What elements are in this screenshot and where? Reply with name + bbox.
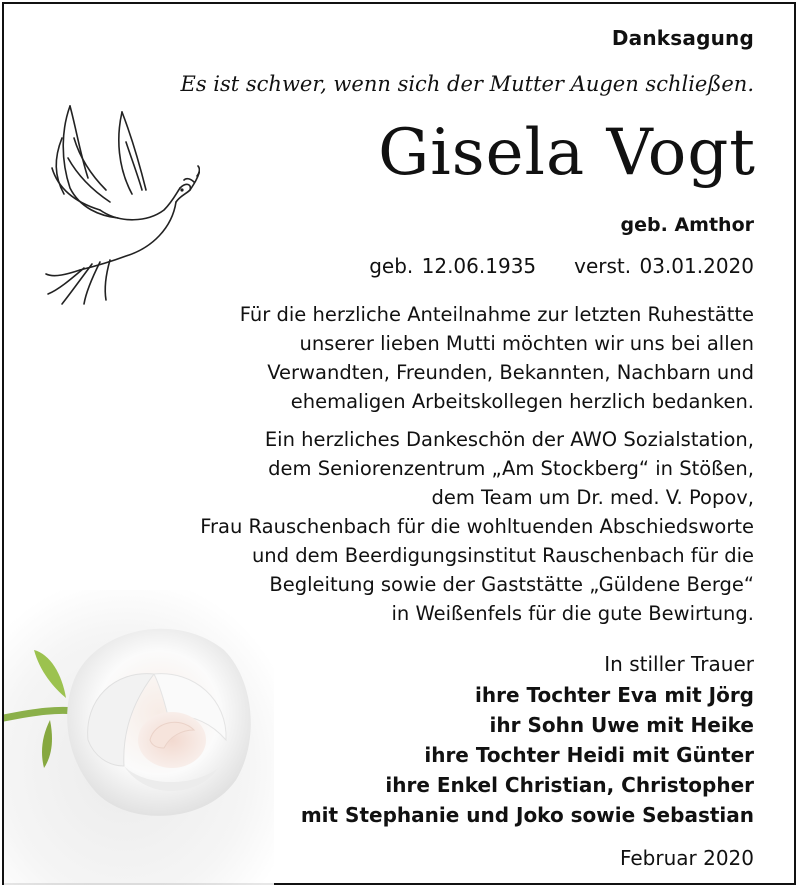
text-line: Für die herzliche Anteilnahme zur letzten Ruhestätte [239, 303, 754, 326]
birth-date: geb. 12.06.1935 [369, 254, 537, 278]
text-line: Begleitung sowie der Gaststätte „Güldene Berge“ [269, 573, 754, 596]
family-member: ihr Sohn Uwe mit Heike [489, 713, 754, 737]
text-line: und dem Beerdigungsinstitut Rauschenbach für die [251, 544, 754, 567]
text-line: dem Seniorenzentrum „Am Stockberg“ in Stößen, [268, 457, 754, 480]
text-line: in Weißenfels für die gute Bewirtung. [391, 602, 754, 625]
publication-date: Februar 2020 [619, 846, 754, 870]
mourning-label: In stiller Trauer [604, 652, 754, 676]
text-line: unserer lieben Mutti möchten wir uns bei allen [299, 332, 754, 355]
white-rose-image [4, 590, 274, 885]
family-member: ihre Tochter Eva mit Jörg [475, 683, 754, 707]
text-line: Frau Rauschenbach für die wohltuenden Abschiedsworte [200, 515, 754, 538]
life-dates [369, 254, 754, 278]
maiden-name: geb. Amthor [620, 214, 754, 236]
deceased-name: Gisela Vogt [378, 116, 756, 190]
text-line: Ein herzliches Dankeschön der AWO Sozialstation, [264, 428, 754, 451]
death-date: verst. 03.01.2020 [574, 254, 754, 278]
thanks-paragraph-1 [240, 300, 754, 416]
family-list [301, 680, 754, 830]
text-line: dem Team um Dr. med. V. Popov, [431, 486, 754, 509]
dove-icon [40, 98, 200, 308]
thanks-paragraph-2 [200, 425, 754, 628]
heading: Danksagung [611, 26, 754, 50]
text-line: ehemaligen Arbeitskollegen herzlich bedanken. [290, 390, 754, 413]
motto: Es ist schwer, wenn sich der Mutter Augen schließen. [180, 72, 754, 96]
family-member: mit Stephanie und Joko sowie Sebastian [300, 803, 754, 827]
text-line: Verwandten, Freunden, Bekannten, Nachbarn und [267, 361, 754, 384]
family-member: ihre Enkel Christian, Christopher [385, 773, 754, 797]
family-member: ihre Tochter Heidi mit Günter [424, 743, 754, 767]
